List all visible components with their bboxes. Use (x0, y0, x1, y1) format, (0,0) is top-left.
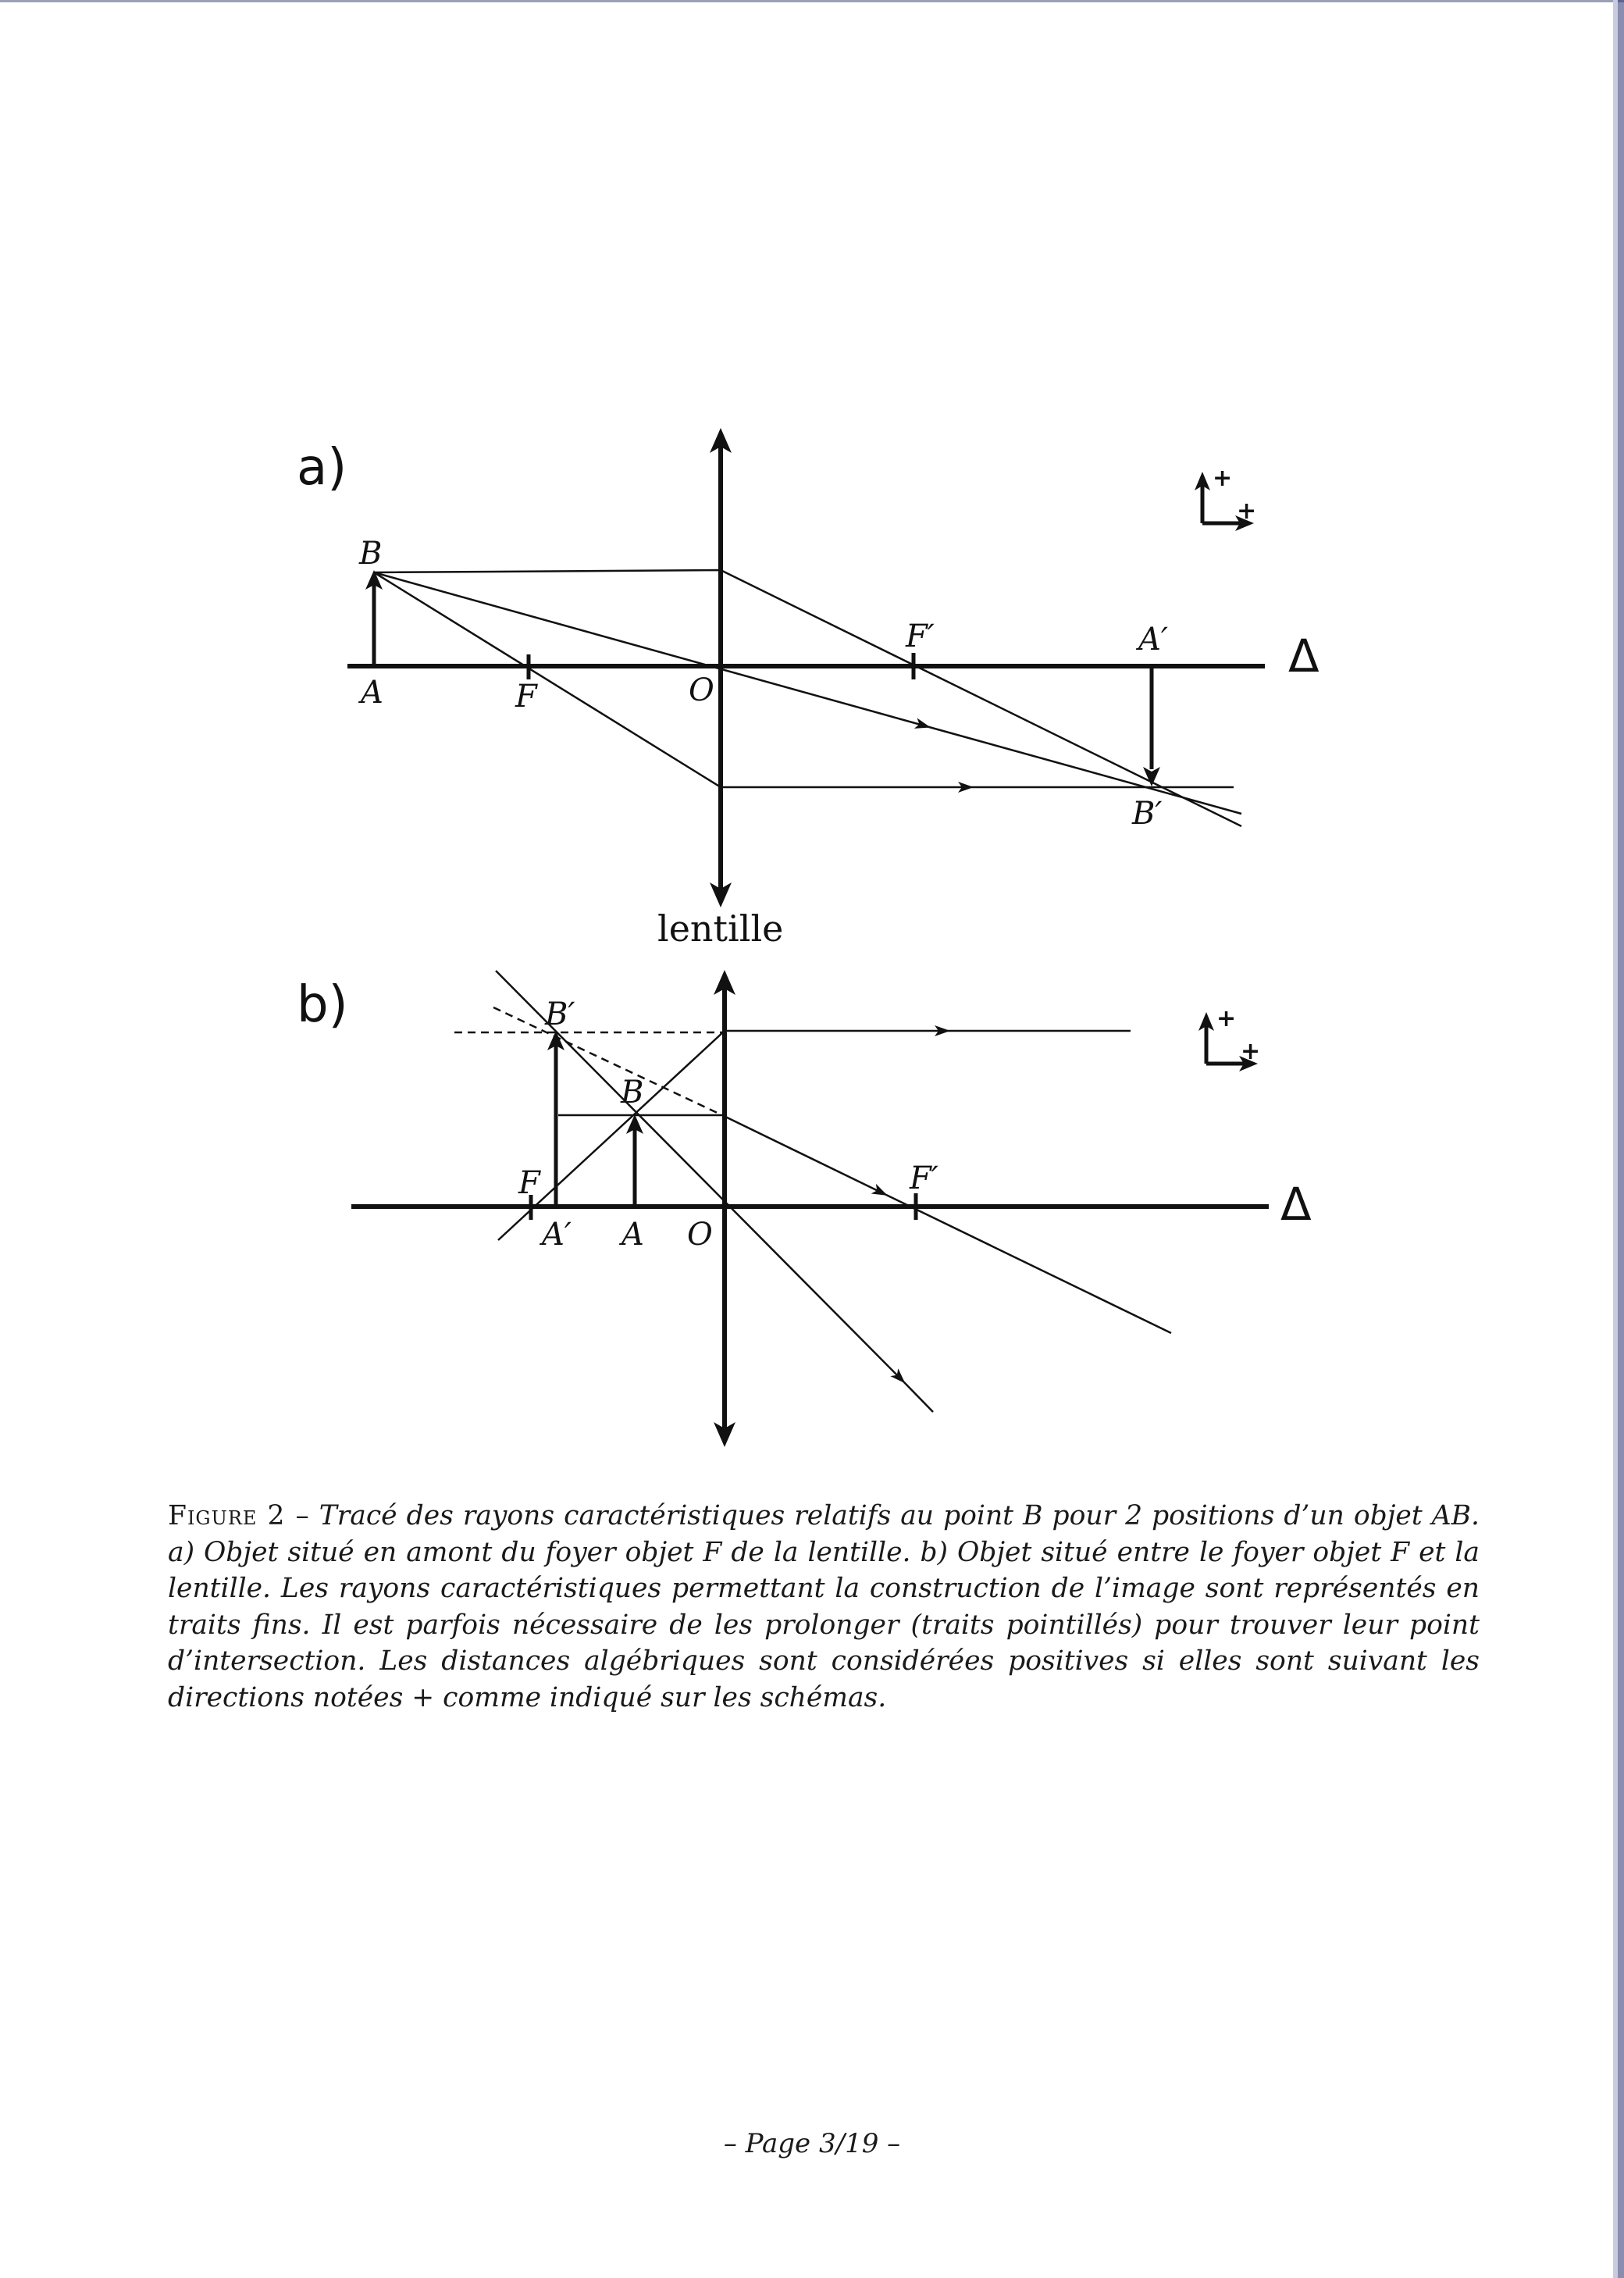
label-ap-a: A′ (1138, 622, 1168, 658)
caption-head: Figure 2 – (168, 1500, 310, 1531)
orientation-plus-horizontal-a: + (1237, 497, 1257, 525)
panel-a-label: a) (297, 439, 347, 497)
ray-center-a-part2 (929, 727, 1241, 814)
label-a-b: A (621, 1217, 644, 1253)
panel-b (297, 970, 1312, 1447)
ray-center-b-part2 (904, 1382, 933, 1412)
label-bp-a: B′ (1132, 796, 1163, 832)
axis-delta-a: Δ (1288, 629, 1320, 683)
ray-parallel-b-part2 (886, 1195, 1171, 1333)
lens-label: lentille (657, 907, 784, 950)
orientation-icon-b (1198, 1005, 1260, 1071)
label-a-a: A (361, 675, 383, 711)
orientation-icon-a (1195, 465, 1256, 531)
label-ap-b: A′ (542, 1217, 572, 1253)
label-f-b: F (518, 1165, 540, 1201)
axis-delta-b: Δ (1280, 1178, 1312, 1231)
page-number: – Page 3/19 – (723, 2128, 901, 2159)
ray-dashed-oblique-b (493, 1007, 722, 1115)
label-b-a: B (359, 536, 383, 572)
panel-a (297, 428, 1320, 907)
orientation-plus-horizontal-b: + (1241, 1038, 1261, 1065)
orientation-plus-vertical-b: + (1216, 1005, 1237, 1032)
panel-b-label: b) (297, 976, 348, 1034)
image-arrow-a-icon (1143, 767, 1160, 786)
label-o-a: O (689, 672, 714, 708)
label-fp-a: F′ (906, 619, 935, 654)
ray-parallel-b-part1 (635, 1115, 886, 1195)
label-f-a: F (515, 679, 537, 715)
ray-center-a-part1 (374, 572, 929, 727)
label-bp-b: B′ (545, 996, 575, 1032)
caption-body: Tracé des rayons caractéristiques relatifs au point B pour 2 positions d’un objet AB. a) Objet situé en amont du foyer objet F de la lentille. b) Objet situé entre le foyer objet F et la lentille. Les rayons caractéristiques permettant la construction de l’image sont représentés en traits fins. Il est parfois nécessaire de les prolonger (traits pointillés) pour trouver leur point d’intersection. Les distances algébriques sont considérées positives si elles sont suivant les directions notées + comme indiqué sur les schémas. (168, 1500, 1480, 1713)
orientation-plus-vertical-a: + (1213, 465, 1233, 492)
figure-caption (168, 1498, 1480, 1716)
label-fp-b: F′ (910, 1160, 938, 1196)
label-b-b: B (621, 1075, 644, 1110)
ray-focal-a-part1 (374, 572, 972, 787)
label-o-b: O (687, 1217, 713, 1253)
